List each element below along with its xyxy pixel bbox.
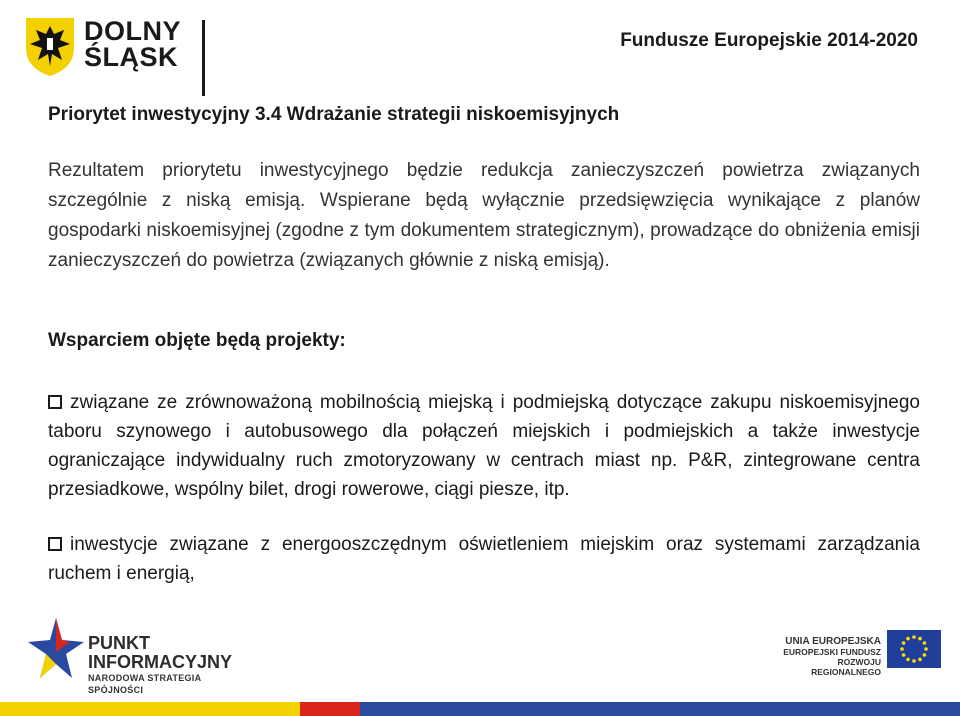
- pi-text: [88, 634, 246, 696]
- bullet-text: związane ze zrównoważoną mobilnością miejską i podmiejską dotyczące zakupu niskoemisyjnego taboru szynowego i autobusowego dla połączeń miejskich i podmiejskich a także inwestycje ograniczające indywidualny ruch zmotoryzowany w centrach miast np. P&R, zintegrowane centra przesiadkowe, wspólny bilet, drogi rowerowe, ciągi piesze, itp.: [48, 392, 920, 500]
- bottom-color-bar: [0, 702, 960, 716]
- dolny-slask-logo: [22, 14, 212, 96]
- bullet-item: [48, 388, 920, 504]
- eu-line-3: ROZWOJU REGIONALNEGO: [811, 657, 881, 677]
- brand-wordmark: [84, 18, 181, 70]
- brand-line-1: DOLNY: [84, 16, 181, 46]
- checkbox-icon: [48, 395, 62, 409]
- bullet-text: inwestycje związane z energooszczędnym oświetleniem miejskim oraz systemami zarządzania ruchem i energią,: [48, 534, 920, 584]
- eu-flag-icon: [887, 630, 941, 668]
- bullet-item: [48, 530, 920, 588]
- pi-line-1: PUNKT: [88, 633, 150, 653]
- funds-title: Fundusze Europejskie 2014-2020: [620, 30, 918, 51]
- priority-title: Priorytet inwestycyjny 3.4 Wdrażanie strategii niskoemisyjnych: [48, 104, 620, 125]
- star-logo-icon: [26, 612, 86, 688]
- eu-logo: [781, 630, 946, 677]
- logo-divider: [202, 20, 205, 96]
- punkt-informacyjny-logo: [26, 612, 246, 694]
- projects-heading: Wsparciem objęte będą projekty:: [48, 330, 346, 351]
- pi-line-3: NARODOWA STRATEGIA SPÓJNOŚCI: [88, 673, 202, 695]
- eu-line-1: UNIA EUROPEJSKA: [785, 636, 881, 647]
- checkbox-icon: [48, 537, 62, 551]
- eu-text: [781, 636, 881, 677]
- pi-line-2: INFORMACYJNY: [88, 652, 233, 672]
- dolny-slask-eagle-icon: [22, 14, 78, 78]
- brand-line-2: ŚLĄSK: [84, 42, 179, 72]
- intro-paragraph: Rezultatem priorytetu inwestycyjnego będzie redukcja zanieczyszczeń powietrza związanych szczególnie z niską emisją. Wspierane będą wyłącznie przedsięwzięcia wynikające z planów gospodarki niskoemisyjnej (zgodne z tym dokumentem strategicznym), prowadzące do obniżenia emisji zanieczyszczeń do powietrza (związanych głównie z niską emisją).: [48, 160, 920, 271]
- eu-line-2: EUROPEJSKI FUNDUSZ: [783, 647, 881, 657]
